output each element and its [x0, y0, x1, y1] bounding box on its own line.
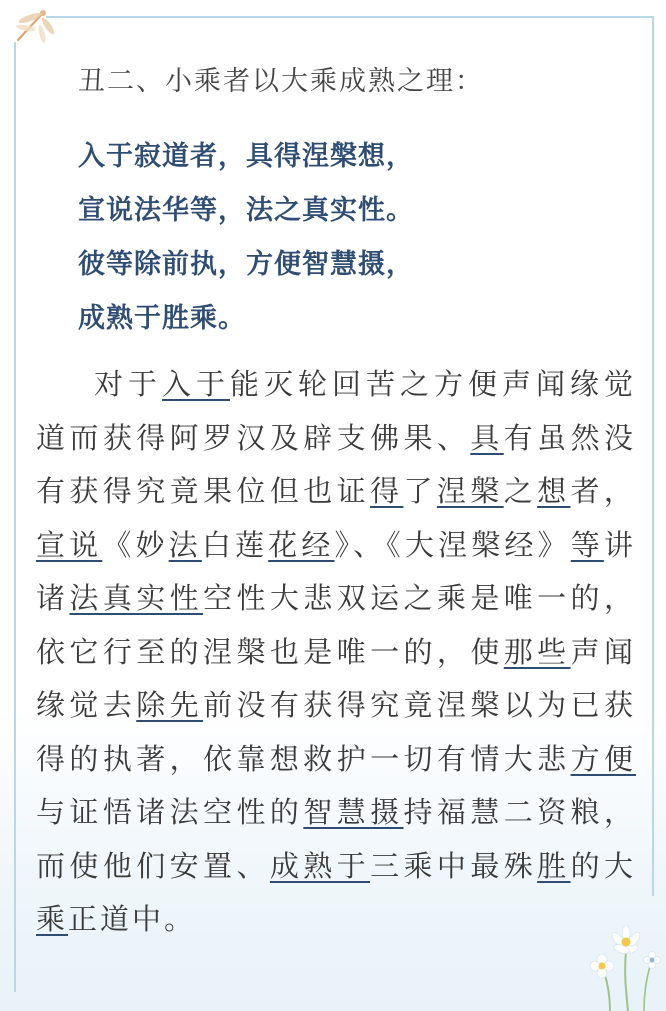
keyword-underlined: 除先 — [136, 688, 204, 722]
keyword-underlined: 宣说 — [36, 527, 103, 562]
verse-line: 入于寂道者，具得涅槃想， — [78, 141, 414, 172]
commentary-text: 白莲 — [201, 527, 269, 562]
verse-line: 成熟于胜乘。 — [78, 303, 246, 334]
commentary-text: 与证悟诸法空性的 — [36, 795, 304, 829]
keyword-underlined: 花经 — [268, 527, 335, 562]
frame-left-border — [14, 42, 16, 992]
commentary-text: 正道中。 — [68, 902, 197, 936]
commentary-text: 了 — [403, 474, 437, 508]
frame-right-border — [652, 16, 654, 896]
keyword-underlined: 那些 — [503, 634, 571, 669]
commentary-text: 空性大悲双运之乘是唯一的，依它行至的涅槃也是唯一的，使 — [36, 581, 636, 669]
keyword-underlined: 法真实性 — [69, 581, 204, 615]
commentary-text: 讲诸 — [36, 527, 636, 615]
keyword-underlined: 得 — [370, 474, 404, 508]
commentary-text: 前没有获得究竟涅槃以为已获得的执著，依靠想救护一切有情大悲 — [36, 688, 636, 776]
dragonfly-icon — [12, 4, 54, 44]
commentary-text: 持福慧二资粮，而使他们安置、 — [36, 795, 636, 883]
keyword-underlined: 成熟于 — [269, 848, 371, 883]
commentary-text: 对于 — [94, 367, 162, 401]
verse-line: 宣说法华等，法之真实性。 — [78, 195, 414, 226]
verse-block — [78, 130, 636, 346]
keyword-underlined: 涅槃 — [436, 474, 504, 508]
commentary-text: 能灭轮回苦之方便声闻缘觉道而获得阿罗汉及辟支佛果、 — [36, 367, 636, 455]
section-heading: 丑二、小乘者以大乘成熟之理： — [78, 66, 484, 97]
commentary-text: 》、《大涅槃经》 — [334, 527, 571, 562]
keyword-underlined: 胜 — [537, 848, 571, 883]
keyword-underlined: 法 — [168, 527, 202, 562]
frame-top-border — [46, 16, 652, 18]
commentary-text: 有虽然没有获得究竟果位但也证 — [36, 420, 636, 508]
verse-line: 彼等除前执，方便智慧摄， — [78, 249, 414, 280]
keyword-underlined: 想 — [537, 474, 571, 508]
commentary-text: 三乘中最殊 — [370, 848, 538, 883]
keyword-underlined: 入于 — [162, 367, 230, 401]
commentary-text: 之 — [503, 474, 538, 508]
commentary-text: 声闻缘觉去 — [36, 634, 636, 722]
commentary-text: 者， — [570, 474, 636, 508]
keyword-underlined: 等 — [570, 527, 604, 562]
keyword-underlined: 乘 — [36, 902, 69, 936]
keyword-underlined: 智慧摄 — [303, 795, 404, 829]
commentary-paragraph — [36, 358, 636, 947]
keyword-underlined: 具 — [470, 420, 504, 455]
commentary-text: 《妙 — [102, 527, 169, 562]
article-body — [36, 60, 636, 947]
keyword-underlined: 方便 — [570, 741, 636, 776]
commentary-text: 的大 — [570, 848, 636, 883]
